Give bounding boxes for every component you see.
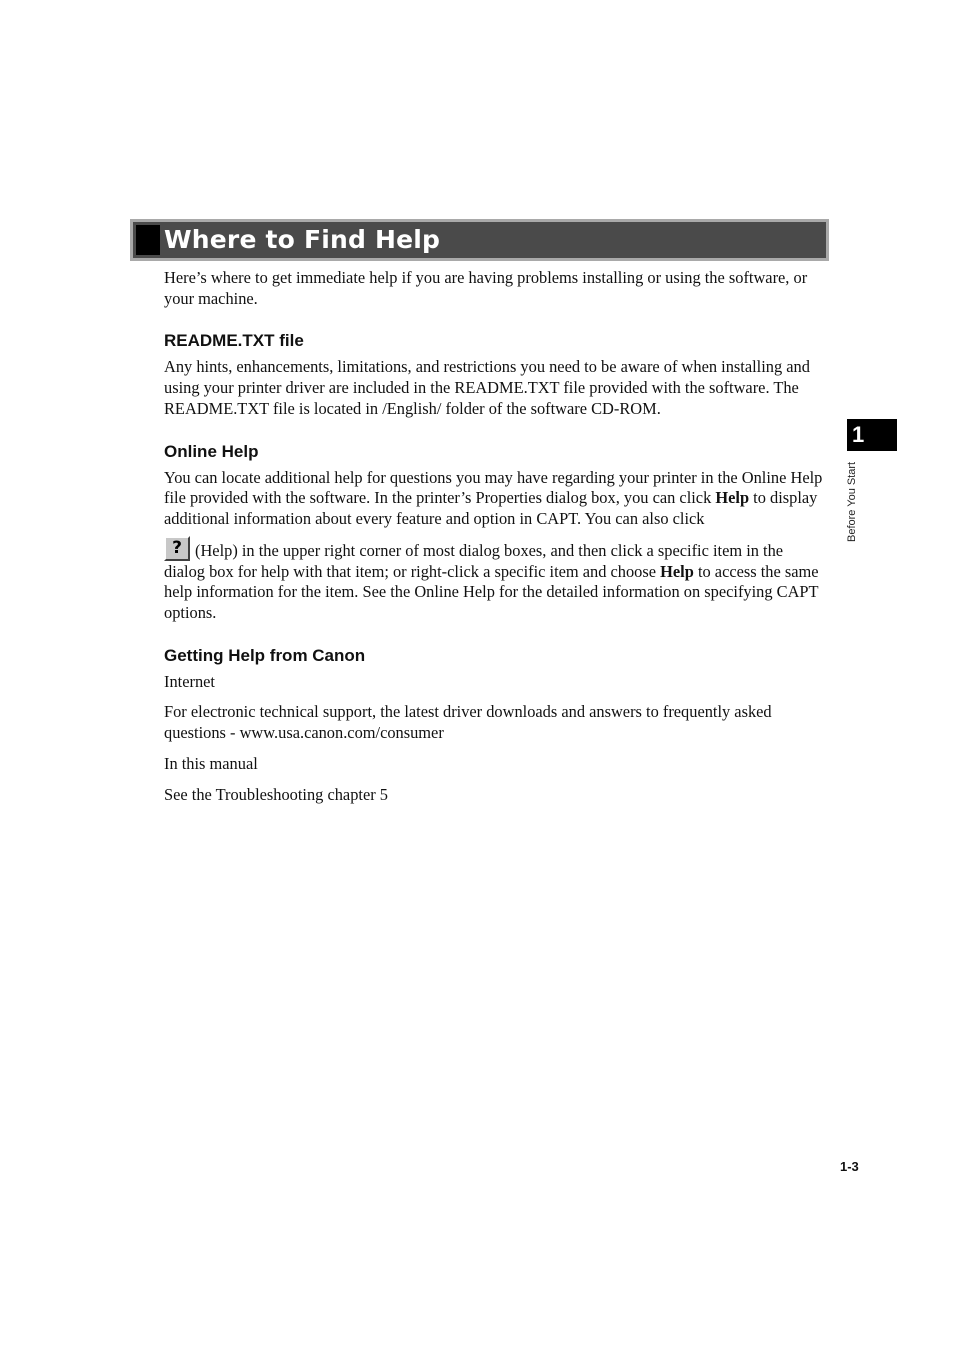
online-help-paragraph (164, 468, 829, 624)
online-help-part5: to access the same help information for the item. See the Online Help for the detailed information on specifying CAPT options. (164, 561, 819, 623)
manual-label: In this manual (164, 753, 258, 773)
online-help-part2: to display additional information about every feature and option in CAPT. You can also click (164, 488, 818, 528)
online-help-text-1 (164, 468, 829, 530)
canon-help-heading: Getting Help from Canon (164, 645, 366, 665)
online-help-part4: dialog box for help with that item; or right-click a specific item and choose (164, 561, 661, 581)
online-help-part1: You can locate additional help for questions you may have regarding your printer in the Online Help file provided with the software. In the printer’s Properties dialog box, you can click (164, 467, 823, 508)
help-icon-line (164, 531, 829, 562)
online-help-bold-help-2: Help (660, 561, 694, 581)
online-help-bold-help-1: Help (715, 488, 750, 508)
internet-label: Internet (164, 671, 215, 691)
page-number: 1-3 (840, 1159, 859, 1174)
manual-paragraph: See the Troubleshooting chapter 5 (164, 784, 388, 804)
online-help-heading: Online Help (164, 441, 259, 461)
page-title: Where to Find Help (164, 225, 441, 254)
title-marker (136, 225, 160, 255)
section-title-bar (130, 219, 829, 261)
readme-paragraph: Any hints, enhancements, limitations, and restrictions you need to be aware of when installing and using your printer driver are included in the README.TXT file provided with the software. The README.TXT file is located in /English/ folder of the software CD-ROM. (164, 357, 810, 418)
readme-heading: README.TXT file (164, 331, 304, 351)
chapter-side-label: Before You Start (846, 461, 858, 542)
main-content (164, 268, 829, 815)
help-question-icon: ? (164, 536, 190, 561)
intro-paragraph: Here’s where to get immediate help if you are having problems installing or using the software, or your machine. (164, 268, 808, 308)
online-help-text-2 (164, 562, 829, 624)
chapter-tab: 1 (847, 419, 897, 451)
internet-paragraph: For electronic technical support, the latest driver downloads and answers to frequently asked questions - www.usa.canon.com/consumer (164, 702, 772, 743)
online-help-part3: (Help) in the upper right corner of most dialog boxes, and then click a specific item in the (195, 540, 784, 560)
